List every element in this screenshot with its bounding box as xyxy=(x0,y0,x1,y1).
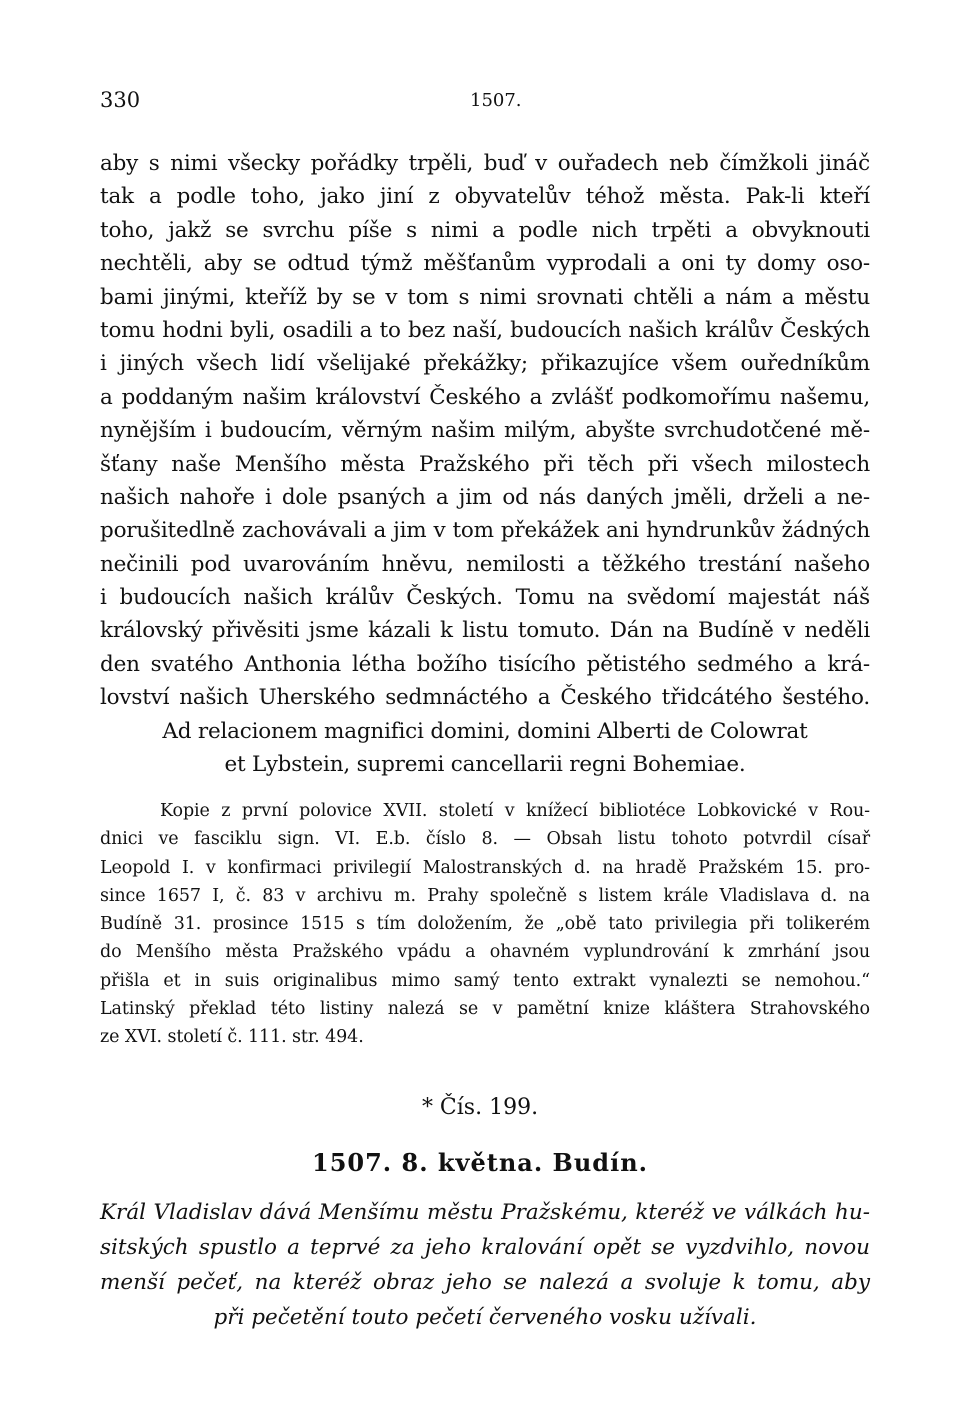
note-line: Leopold I. v konfirmaci privilegií Malostranských d. na hradě Pražském 15. pro- xyxy=(100,857,870,878)
text-line: královský přivěsiti jsme kázali k listu tomuto. Dán na Budíně v neděli xyxy=(100,618,870,644)
text-line: a poddaným našim království Českého a zvlášť podkomořímu našemu, xyxy=(100,384,870,410)
note-line: ze XVI. století č. 111. str. 494. xyxy=(100,1027,364,1048)
note-line: přišla et in suis originalibus mimo samý tento extrakt vynalezti se nemohou.“ xyxy=(100,970,870,991)
attestation-line: Ad relacionem magnifici domini, domini Alberti de Colowrat xyxy=(162,718,808,744)
text-line: našich nahoře i dole psaných a jim od nás daných jměli, drželi a ne- xyxy=(100,484,870,510)
text-line: nynějším i budoucím, věrným našim milým, abyšte svrchudotčené mě- xyxy=(100,418,870,444)
text-line: lovství našich Uherského sedmnáctého a Českého třidcátého šestého. xyxy=(100,685,870,711)
text-line: tomu hodni byli, osadili a to bez naší, budoucích našich králův Českých xyxy=(100,317,870,343)
text-line: toho, jakž se svrchu píše s nimi a podle nich trpěti a obvyknouti xyxy=(100,217,870,243)
text-line: i budoucích našich králův Českých. Tomu na svědomí majestát náš xyxy=(100,585,870,611)
text-line: nechtěli, aby se odtud týmž měšťanům vyprodali a oni ty domy oso- xyxy=(100,251,870,277)
attestation-line: et Lybstein, supremi cancellarii regni Bohemiae. xyxy=(224,752,746,778)
text-line: den svatého Anthonia létha božího tisícího pětistého sedmého a krá- xyxy=(100,651,870,677)
text-line: šťany naše Menšího města Pražského při těch při všech milostech xyxy=(100,451,870,477)
note-line: Latinský překlad této listiny nalezá se v pamětní knize kláštera Strahovského xyxy=(100,999,870,1020)
note-line: dnici ve fasciklu sign. VI. E.b. číslo 8. — Obsah listu tohoto potvrdil císař xyxy=(100,829,870,850)
regest-line: Král Vladislav dává Menšímu městu Pražskému, kteréž ve válkách hu- xyxy=(100,1200,870,1225)
text-line: porušitedlně zachovávali a jim v tom překážek ani hyndrunkův žádných xyxy=(100,518,870,544)
note-line: since 1657 I, č. 83 v archivu m. Prahy společně s listem krále Vladislava d. na xyxy=(100,885,870,906)
regest-line: při pečetění touto pečetí červeného vosku užívali. xyxy=(213,1305,757,1330)
regest-line: sitských spustlo a teprvé za jeho kralování opět se vyzdvihlo, novou xyxy=(100,1235,870,1260)
text-line: tak a podle toho, jako jiní z obyvatelův téhož města. Pak-li kteří xyxy=(100,184,870,210)
text-line: bami jinými, kteříž by se v tom s nimi srovnati chtěli a nám a městu xyxy=(100,284,870,310)
running-head-year: 1507. xyxy=(470,90,522,111)
text-line: aby s nimi všecky pořádky trpěli, buď v ouřadech neb čímžkoli jináč xyxy=(100,151,870,176)
source-note xyxy=(100,797,870,1052)
text-line: nečinili pod uvarováním hněvu, nemilosti a těžkého trestání našeho xyxy=(100,551,870,577)
document-number: * Čís. 199. xyxy=(421,1095,539,1120)
charter-text xyxy=(100,147,870,781)
regest-line: menší pečeť, na kteréž obraz jeho se nalezá a svoluje k tomu, aby xyxy=(100,1270,870,1295)
running-head xyxy=(100,88,870,118)
note-line: Budíně 31. prosince 1515 s tím doložením, že „obě tato privilegia při tolikerém xyxy=(100,914,870,935)
document-date-heading: 1507. 8. května. Budín. xyxy=(312,1148,648,1177)
text-line: i jiných všech lidí všelijaké překážky; přikazujíce všem ouředníkům xyxy=(100,351,870,377)
page-number: 330 xyxy=(100,88,141,112)
note-line: do Menšího města Pražského vpádu a ohavném vyplundrování k zmrhání jsou xyxy=(100,942,870,963)
document-regest xyxy=(100,1195,870,1335)
note-line: Kopie z první polovice XVII. století v knížecí bibliotéce Lobkovické v Rou- xyxy=(160,801,870,821)
